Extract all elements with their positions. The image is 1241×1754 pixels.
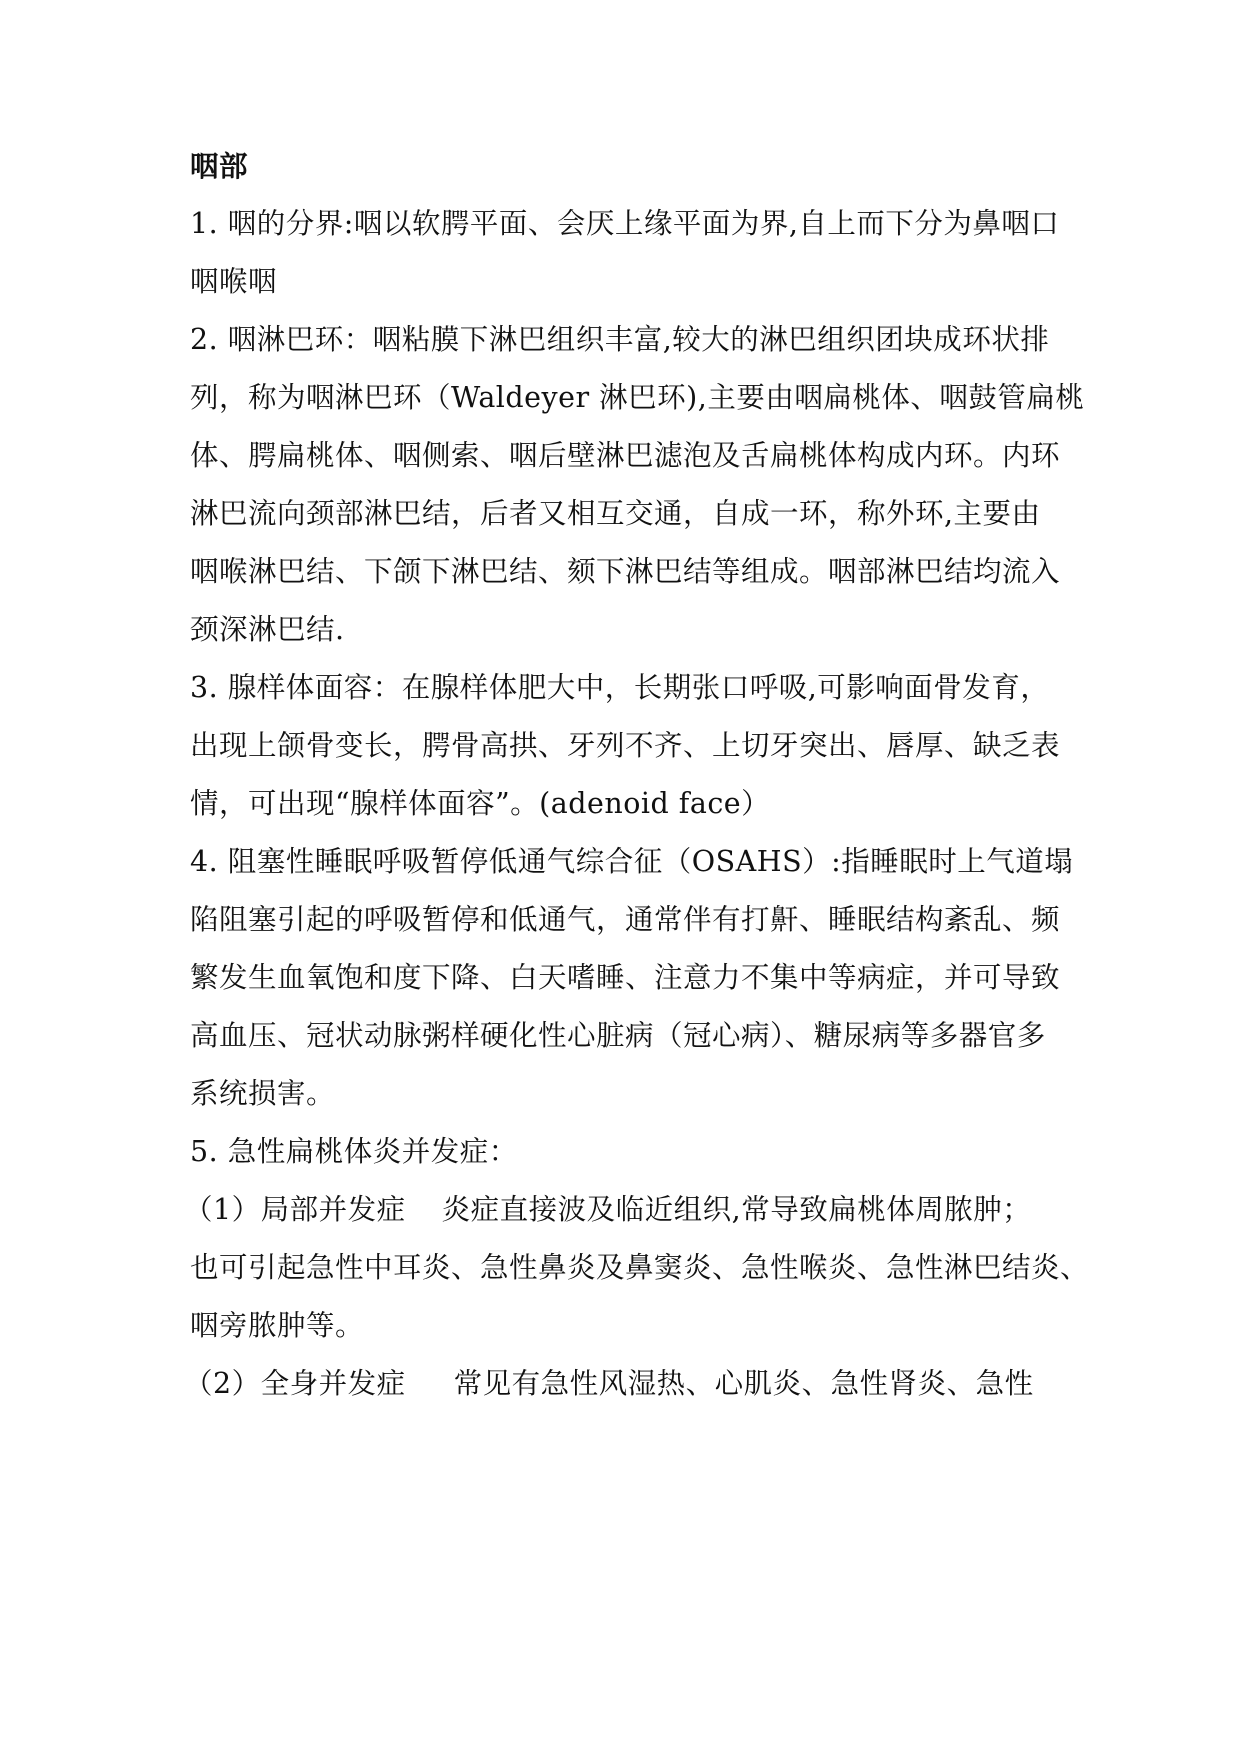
text-line: 情，可出现“腺样体面容”。(adenoid face） [190, 787, 771, 820]
text-line: 2. 咽淋巴环：咽粘膜下淋巴组织丰富,较大的淋巴组织团块成环状排 [190, 323, 1050, 356]
text-line: 咽旁脓肿等。 [190, 1309, 365, 1342]
text-line: 也可引起急性中耳炎、急性鼻炎及鼻窦炎、急性喉炎、急性淋巴结炎、 [190, 1251, 1090, 1284]
sub-item-label: （1）局部并发症 [184, 1193, 406, 1226]
text-line: 咽喉淋巴结、下颌下淋巴结、颏下淋巴结等组成。咽部淋巴结均流入 [190, 555, 1061, 588]
text-line: 1. 咽的分界:咽以软腭平面、会厌上缘平面为界,自上而下分为鼻咽口 [190, 207, 1060, 240]
section-title: 咽部 [190, 149, 249, 183]
text-line: 5. 急性扁桃体炎并发症： [190, 1135, 518, 1168]
text-line: 陷阻塞引起的呼吸暂停和低通气，通常伴有打鼾、睡眠结构紊乱、频 [190, 903, 1061, 936]
sub-item-label: （2）全身并发症 [184, 1367, 406, 1400]
text-line: 咽喉咽 [190, 265, 278, 298]
text-line: 出现上颌骨变长，腭骨高拱、牙列不齐、上切牙突出、唇厚、缺乏表 [190, 729, 1061, 762]
text-line: 淋巴流向颈部淋巴结，后者又相互交通，自成一环，称外环,主要由 [190, 497, 1041, 530]
text-line: 繁发生血氧饱和度下降、白天嗜睡、注意力不集中等病症，并可导致 [190, 961, 1061, 994]
sub-item-systemic [184, 1364, 1064, 1404]
text-line: 列，称为咽淋巴环（Waldeyer 淋巴环),主要由咽扁桃体、咽鼓管扁桃 [190, 381, 1085, 414]
sub-item-text: 炎症直接波及临近组织,常导致扁桃体周脓肿； [441, 1193, 1032, 1226]
text-line: 3. 腺样体面容：在腺样体肥大中，长期张口呼吸,可影响面骨发育， [190, 671, 1050, 704]
sub-item-text: 常见有急性风湿热、心肌炎、急性肾炎、急性 [453, 1367, 1034, 1400]
text-line: 高血压、冠状动脉粥样硬化性心脏病（冠心病）、糖尿病等多器官多 [190, 1019, 1046, 1052]
text-line: 系统损害。 [190, 1077, 336, 1110]
text-line: 4. 阻塞性睡眠呼吸暂停低通气综合征（OSAHS）:指睡眠时上气道塌 [190, 845, 1074, 878]
sub-item-local [184, 1190, 1064, 1230]
text-line: 颈深淋巴结. [190, 613, 345, 646]
text-line: 体、腭扁桃体、咽侧索、咽后壁淋巴滤泡及舌扁桃体构成内环。内环 [190, 439, 1061, 472]
